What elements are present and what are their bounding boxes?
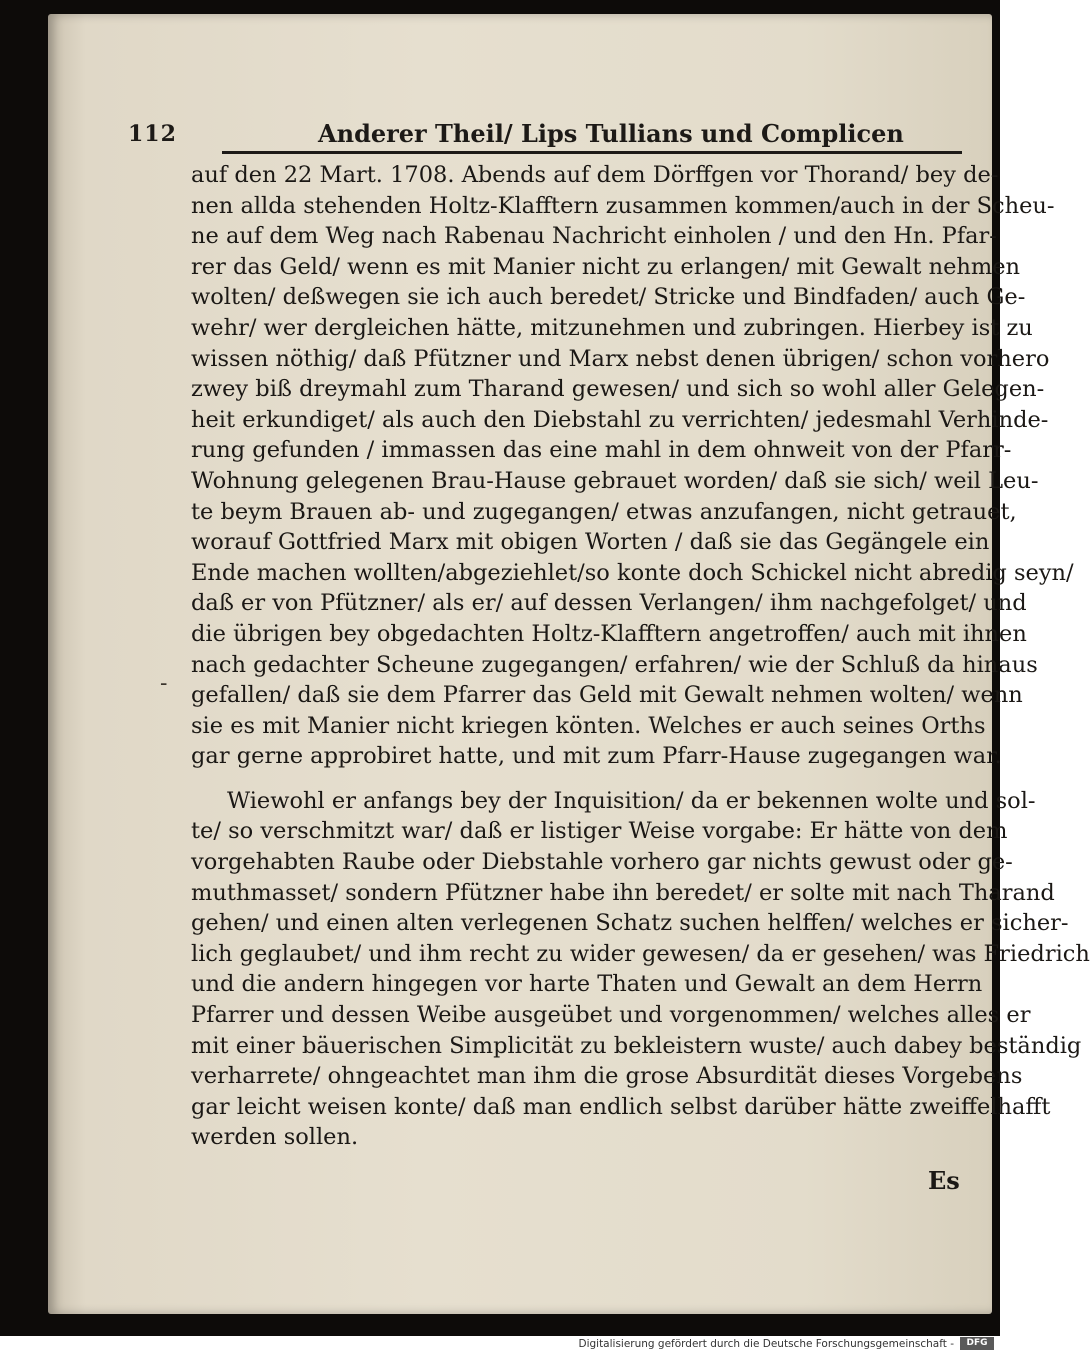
text-line: muthmasset/ sondern Pfützner habe ihn beredet/ er solte mit nach Tharand — [191, 879, 1055, 906]
text-line: worauf Gottfried Marx mit obigen Worten / daß sie das Gegängele ein — [191, 529, 990, 556]
dfg-logo: DFG — [960, 1337, 994, 1350]
text-line: Wohnung gelegenen Brau-Hause gebrauet worden/ daß sie sich/ weil Leu- — [191, 467, 1039, 494]
text-line: werden sollen. — [191, 1124, 359, 1151]
page-body — [191, 160, 1090, 1153]
paragraph-2 — [191, 786, 1090, 1153]
text-line: ne auf dem Weg nach Rabenau Nachricht einholen / und den Hn. Pfar- — [191, 223, 997, 250]
text-line: wehr/ wer dergleichen hätte, mitzunehmen und zubringen. Hierbey ist zu — [191, 314, 1033, 341]
text-line: die übrigen bey obgedachten Holtz-Klafftern angetroffen/ auch mit ihnen — [191, 620, 1027, 647]
margin-mark: - — [160, 671, 168, 696]
text-line: te/ so verschmitzt war/ daß er listiger Weise vorgabe: Er hätte von dem — [191, 818, 1008, 845]
text-line: Wiewohl er anfangs bey der Inquisition/ da er bekennen wolte und sol- — [227, 787, 1036, 814]
text-line: auf den 22 Mart. 1708. Abends auf dem Dörffgen vor Thorand/ bey de- — [191, 162, 999, 188]
catchword: Es — [928, 1166, 960, 1195]
text-line: verharrete/ ohngeachtet man ihm die grose Absurdität dieses Vorgebens — [191, 1063, 1023, 1090]
running-title: Anderer Theil/ Lips Tullians und Complicen — [318, 119, 904, 148]
paragraph-1 — [191, 160, 1074, 772]
text-line: gehen/ und einen alten verlegenen Schatz suchen helffen/ welches er sicher- — [191, 910, 1069, 937]
header-rule — [222, 151, 962, 154]
text-line: wolten/ deßwegen sie ich auch beredet/ Stricke und Bindfaden/ auch Ge- — [191, 284, 1026, 311]
text-line: wissen nöthig/ daß Pfützner und Marx nebst denen übrigen/ schon vorhero — [191, 345, 1050, 372]
text-line: vorgehabten Raube oder Diebstahle vorhero gar nichts gewust oder ge- — [191, 849, 1013, 876]
text-line: rung gefunden / immassen das eine mahl in dem ohnweit von der Pfarr- — [191, 437, 1012, 464]
text-line: und die andern hingegen vor harte Thaten und Gewalt an dem Herrn — [191, 971, 983, 998]
text-line: Pfarrer und dessen Weibe ausgeübet und vorgenommen/ welches alles er — [191, 1002, 1031, 1029]
text-line: gefallen/ daß sie dem Pfarrer das Geld mit Gewalt nehmen wolten/ wenn — [191, 682, 1023, 709]
text-line: rer das Geld/ wenn es mit Manier nicht zu erlangen/ mit Gewalt nehmen — [191, 253, 1021, 280]
page-number: 112 — [128, 121, 177, 147]
text-line: sie es mit Manier nicht kriegen könten. Welches er auch seines Orths — [191, 712, 986, 739]
text-line: te beym Brauen ab- und zugegangen/ etwas anzufangen, nicht getrauet, — [191, 498, 1017, 525]
digitization-credit: Digitalisierung gefördert durch die Deutsche Forschungsgemeinschaft - — [578, 1338, 954, 1350]
text-line: nach gedachter Scheune zugegangen/ erfahren/ wie der Schluß da hinaus — [191, 651, 1038, 678]
text-line: gar leicht weisen konte/ daß man endlich selbst darüber hätte zweiffelhafft — [191, 1093, 1051, 1120]
text-line: Ende machen wollten/abgeziehlet/so konte doch Schickel nicht abredig seyn/ — [191, 559, 1074, 586]
text-line: gar gerne approbiret hatte, und mit zum Pfarr-Hause zugegangen war. — [191, 743, 1002, 770]
text-line: mit einer bäuerischen Simplicität zu bekleistern wuste/ auch dabey beständig — [191, 1032, 1082, 1059]
text-line: lich geglaubet/ und ihm recht zu wider gewesen/ da er gesehen/ was Friedrich — [191, 940, 1090, 967]
page-header — [128, 117, 904, 151]
text-line: zwey biß dreymahl zum Tharand gewesen/ und sich so wohl aller Gelegen- — [191, 376, 1045, 403]
text-line: daß er von Pfützner/ als er/ auf dessen Verlangen/ ihm nachgefolget/ und — [191, 590, 1027, 617]
text-line: nen allda stehenden Holtz-Klafftern zusammen kommen/auch in der Scheu- — [191, 192, 1055, 219]
text-line: heit erkundiget/ als auch den Diebstahl zu verrichten/ jedesmahl Verhinde- — [191, 406, 1049, 433]
